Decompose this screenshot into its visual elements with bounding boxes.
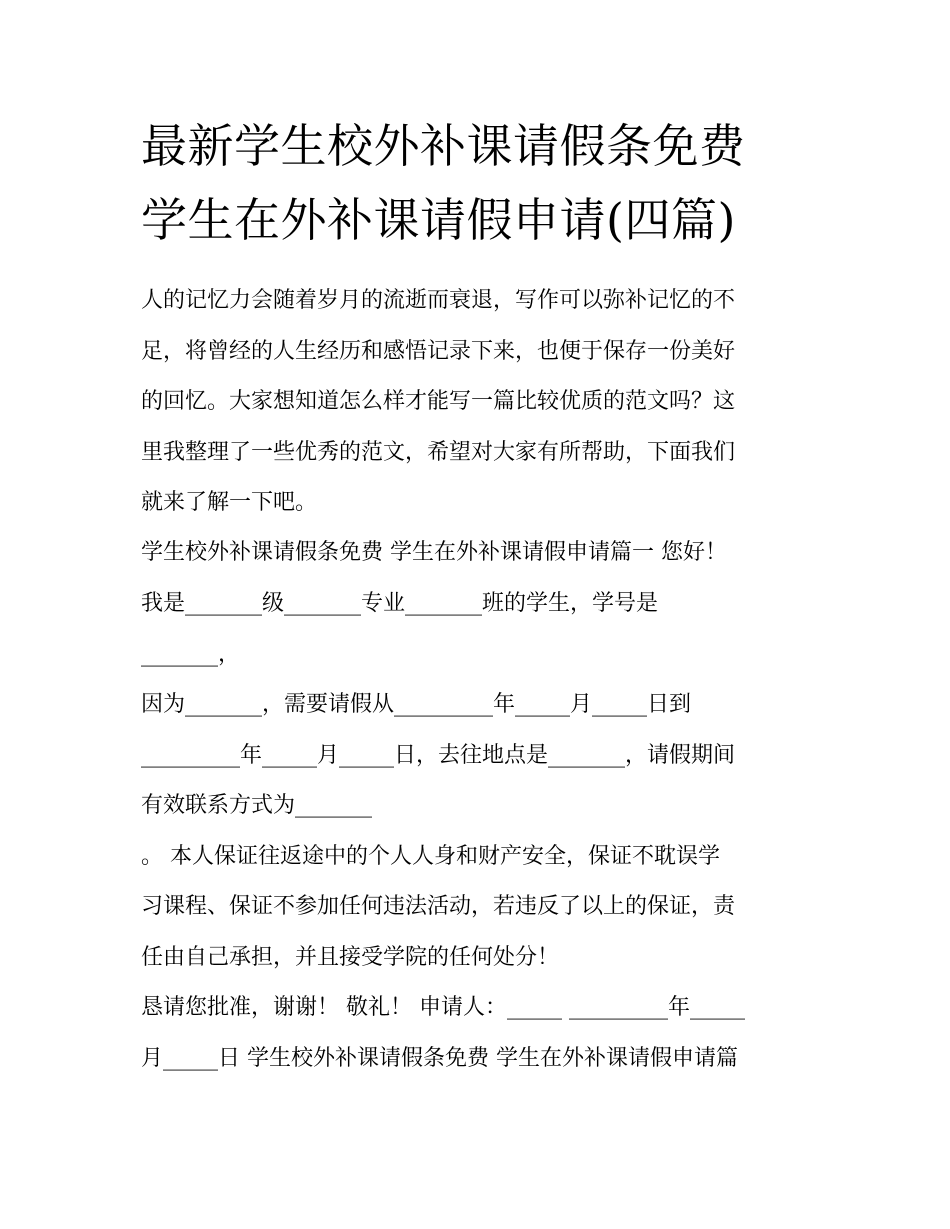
body-line-11: 有效联系方式为_______ — [141, 793, 373, 818]
document-title-line-1: 最新学生校外补课请假条免费 — [141, 119, 746, 173]
body-line-5: 就来了解一下吧。 — [141, 490, 318, 515]
body-line-10: _________年_____月_____日，去往地点是_______，请假期间 — [141, 743, 736, 768]
body-line-4: 里我整理了一些优秀的范文，希望对大家有所帮助，下面我们 — [141, 440, 736, 465]
body-line-7: 我是_______级_______专业_______班的学生，学号是 — [141, 591, 659, 616]
body-line-1: 人的记忆力会随着岁月的流逝而衰退，写作可以弥补记忆的不 — [141, 288, 736, 313]
body-line-6: 学生校外补课请假条免费 学生在外补课请假申请篇一 您好！ — [141, 540, 727, 565]
body-line-2: 足，将曾经的人生经历和感悟记录下来，也便于保存一份美好 — [141, 339, 736, 364]
body-line-14: 任由自己承担，并且接受学院的任何处分！ — [141, 945, 560, 970]
body-line-9: 因为_______，需要请假从_________年_____月_____日到 — [141, 692, 692, 717]
body-line-13: 习课程、保证不参加任何违法活动，若违反了以上的保证，责 — [141, 894, 736, 919]
body-line-16: 月_____日 学生校外补课请假条免费 学生在外补课请假申请篇 — [141, 1046, 738, 1071]
body-line-15: 恳请您批准，谢谢！ 敬礼！ 申请人：_____ _________年_____ — [141, 995, 745, 1020]
body-line-8: _______， — [141, 642, 241, 667]
document-title-line-2: 学生在外补课请假申请(四篇) — [141, 193, 736, 247]
body-line-12: 。 本人保证往返途中的个人人身和财产安全，保证不耽误学 — [141, 844, 720, 869]
body-line-3: 的回忆。大家想知道怎么样才能写一篇比较优质的范文吗？这 — [141, 389, 736, 414]
